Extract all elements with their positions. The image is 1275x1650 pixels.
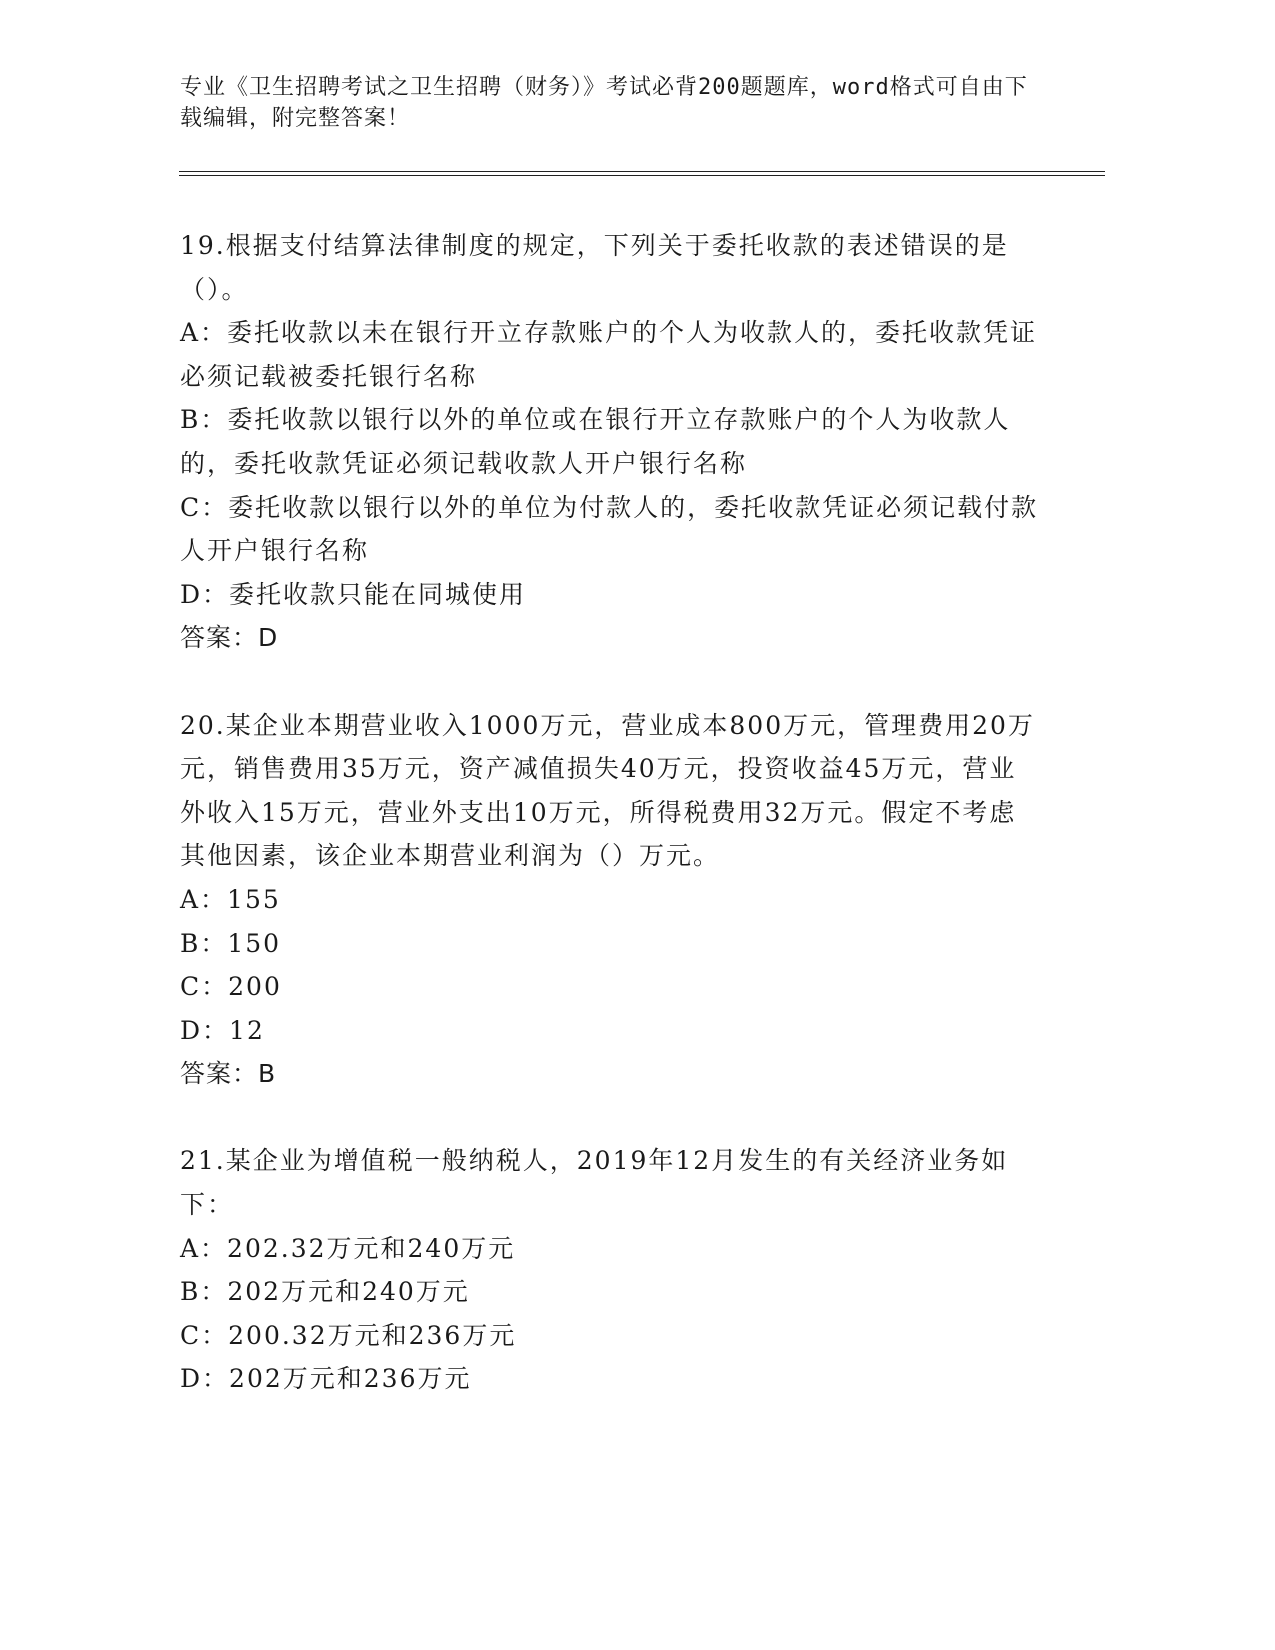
- question-stem: 20.某企业本期营业收入1000万元，营业成本800万元，管理费用20万元，销售费用35万元，资产减值损失40万元，投资收益45万元，营业外收入15万元，营业外支出10万元，所得税费用32万元。假定不考虑其他因素，该企业本期营业利润为（）万元。: [180, 710, 1035, 871]
- option-d: D：12: [180, 1015, 265, 1045]
- question-list: [180, 224, 1040, 1445]
- option-d: D：202万元和236万元: [180, 1364, 472, 1394]
- option-a: A：202.32万元和240万元: [180, 1233, 516, 1263]
- option-a: A：155: [180, 884, 281, 914]
- option-d: D：委托收款只能在同城使用: [180, 579, 527, 609]
- answer: 答案：B: [180, 1059, 277, 1089]
- option-c: C：200.32万元和236万元: [180, 1320, 517, 1350]
- option-a: A：委托收款以未在银行开立存款账户的个人为收款人的，委托收款凭证必须记载被委托银行名称: [180, 318, 1038, 391]
- option-c: C：200: [180, 972, 282, 1002]
- document-header: 专业《卫生招聘考试之卫生招聘（财务）》考试必背200题题库，word格式可自由下载编辑，附完整答案！: [180, 75, 1028, 131]
- option-b: B：委托收款以银行以外的单位或在银行开立存款账户的个人为收款人的，委托收款凭证必须记载收款人开户银行名称: [180, 405, 1011, 478]
- question-20: [180, 704, 1040, 1096]
- question-21: [180, 1139, 1040, 1401]
- question-stem: 19.根据支付结算法律制度的规定，下列关于委托收款的表述错误的是（）。: [180, 231, 1009, 304]
- option-b: B：150: [180, 928, 282, 958]
- header-divider: [179, 171, 1105, 176]
- answer: 答案：D: [180, 623, 279, 653]
- question-19: [180, 224, 1040, 660]
- question-stem: 21.某企业为增值税一般纳税人，2019年12月发生的有关经济业务如下：: [180, 1146, 1009, 1220]
- option-b: B：202万元和240万元: [180, 1277, 470, 1307]
- option-c: C：委托收款以银行以外的单位为付款人的，委托收款凭证必须记载付款人开户银行名称: [180, 492, 1039, 566]
